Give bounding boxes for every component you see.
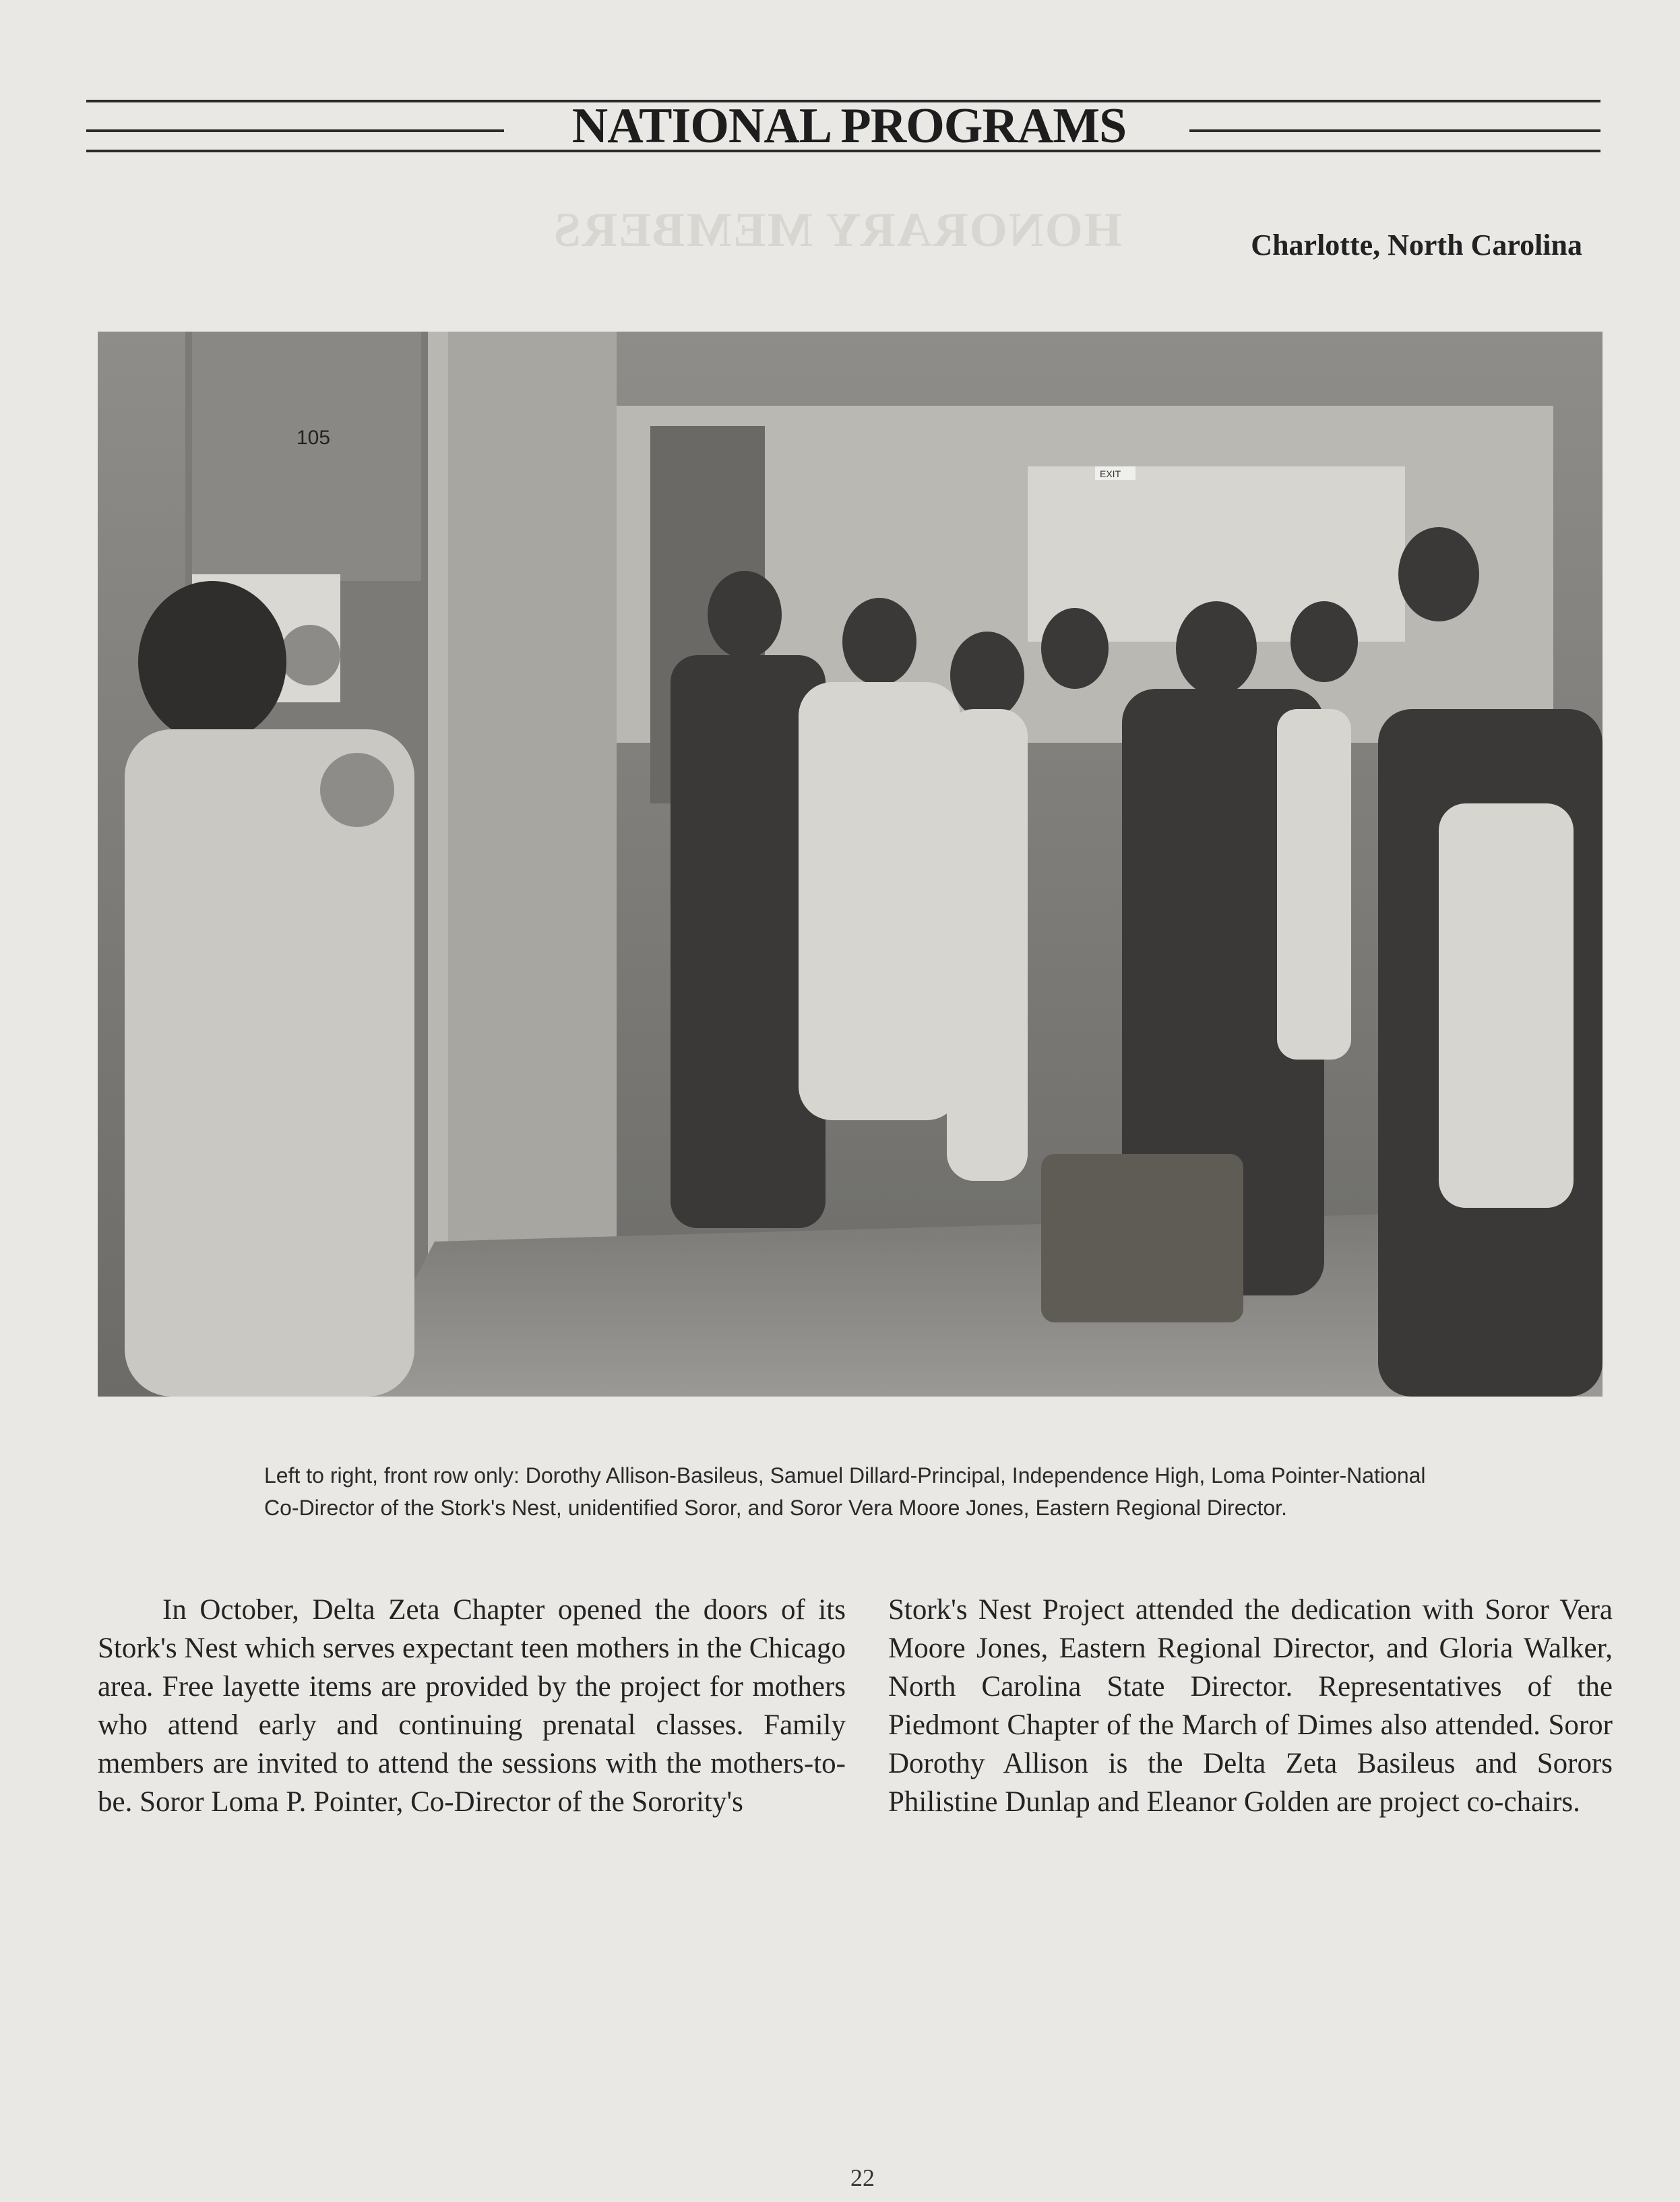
header-rule-left (86, 129, 504, 132)
article-column-left: In October, Delta Zeta Chapter opened the doors of its Stork's Nest which serves expectant teen mothers in the Chicago area. Free layette items are provided by the project for mothers who attend early and continuing prenatal classes. Family members are invited to attend the sessions with the mothers-to-be. Soror Loma P. Pointer, Co-Director of the Sorority's (98, 1594, 846, 1818)
location-heading: Charlotte, North Carolina (1251, 228, 1582, 262)
exit-sign: EXIT (1100, 468, 1121, 479)
bleed-through-heading: HONORARY MEMBERS (553, 203, 1122, 257)
photo-caption: Left to right, front row only: Dorothy Allison-Basileus, Samuel Dillard-Principal, Independence High, Loma Pointer-National Co-Director of the Stork's Nest, unidentified Soror, and Soror Vera Moore Jones, Eastern Regional Director. (264, 1463, 1426, 1520)
ribbon-cutting-photo (98, 332, 1603, 1397)
header-rule-right (1189, 129, 1600, 132)
page-number: 22 (850, 2164, 875, 2191)
door-number: 105 (297, 427, 331, 449)
article-column-right: Stork's Nest Project attended the dedication with Soror Vera Moore Jones, Eastern Regional Director, and Gloria Walker, North Carolina State Director. Representatives of the Piedmont Chapter of the March of Dimes also attended. Soror Dorothy Allison is the Delta Zeta Basileus and Sorors Philistine Dunlap and Eleanor Golden are project co-chairs. (888, 1594, 1613, 1818)
page-title: NATIONAL PROGRAMS (571, 98, 1127, 154)
